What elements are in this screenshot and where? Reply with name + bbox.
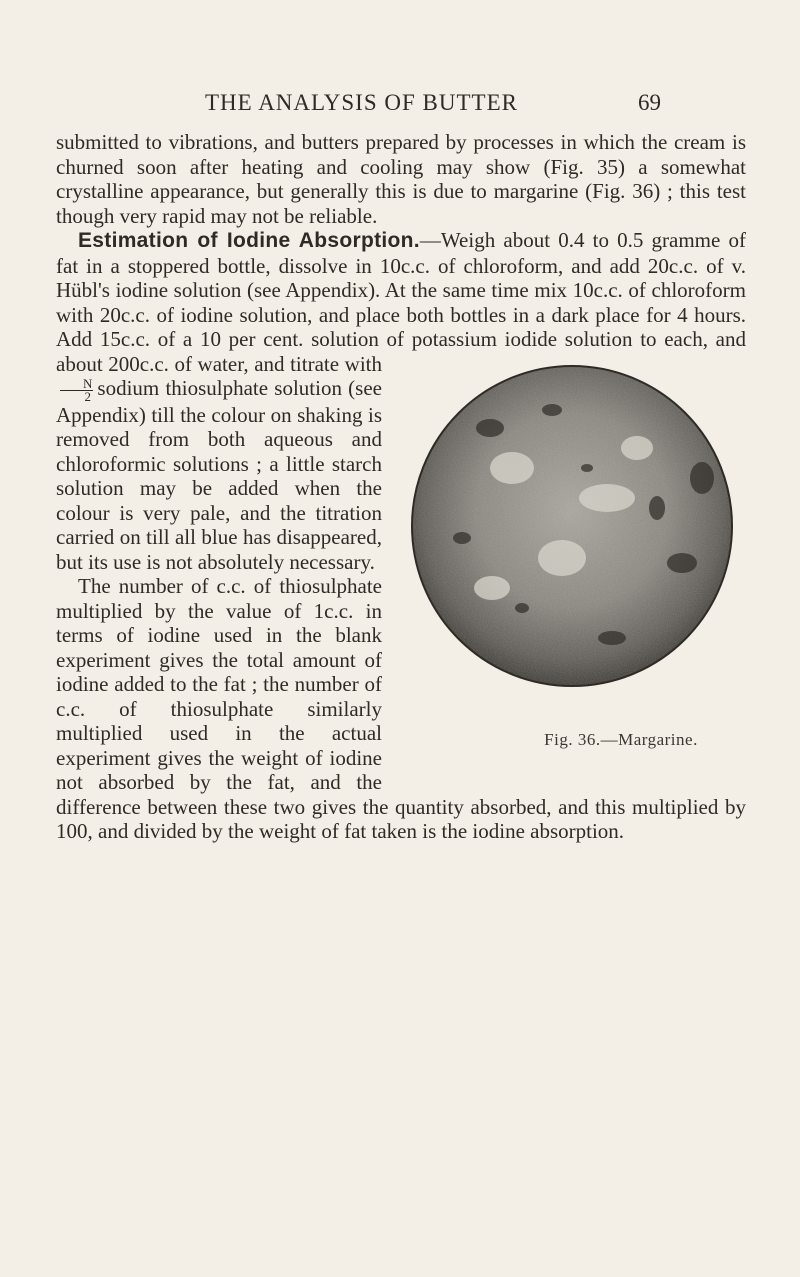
fraction-n-over-2: $\frac{N}{2}$ — [60, 378, 93, 403]
figure-caption: Fig. 36.—Margarine. — [544, 729, 698, 749]
section-text-part-2: sodium thiosulphate solution (see Appendix) till the colour on shaking is removed from both aqueous and chloroformic solutions ; a little starch solution may be added when the colour is very pale, and the titration carried on till all blue has disappeared, but its use is not absolutely necessary. — [56, 376, 382, 574]
section-heading: Estimation of Iodine Absorption. — [78, 229, 420, 252]
margarine-figure — [396, 356, 760, 782]
margarine-micrograph — [402, 358, 742, 698]
paragraph-1: submitted to vibrations, and butters prepared by processes in which the cream is churned soon after heating and cooling may show (Fig. 35) a somewhat crystalline appearance, but generally this is due to margarine (Fig. 36) ; this test though very rapid may not be reliable. — [56, 130, 746, 228]
section-text-part-1: —Weigh about 0.4 to 0.5 gramme of fat in a stoppered bottle, dissolve in 10c.c. of chloroform, and add 20c.c. of v. Hübl's iodine solution (see Appendix). At the same time mix 10c.c. of chloroform with 20c.c. of iodine solution, and place both bottles in a dark place for 4 hours. Add 15c.c. of a 10 per cent. solution of potassium iodide solution to each, and about 200c.c. of water, and titrate with — [56, 228, 746, 376]
page-number: 69 — [638, 90, 661, 115]
running-head — [0, 90, 800, 120]
running-title: THE ANALYSIS OF BUTTER — [205, 90, 518, 115]
paragraph-3: The number of c.c. of thiosulphate multiplied by the value of 1c.c. in terms of iodine used in the blank experiment gives the total amount of iodine added to the fat ; the number of c.c. of thiosulphate similarly multiplied used in the actual experiment gives the weight of iodine not absorbed by the fat, and the difference between these two gives the quantity absorbed, and this multiplied by 100, and divided by the weight of fat taken is the iodine absorption. — [56, 574, 746, 844]
body-text — [56, 130, 746, 844]
